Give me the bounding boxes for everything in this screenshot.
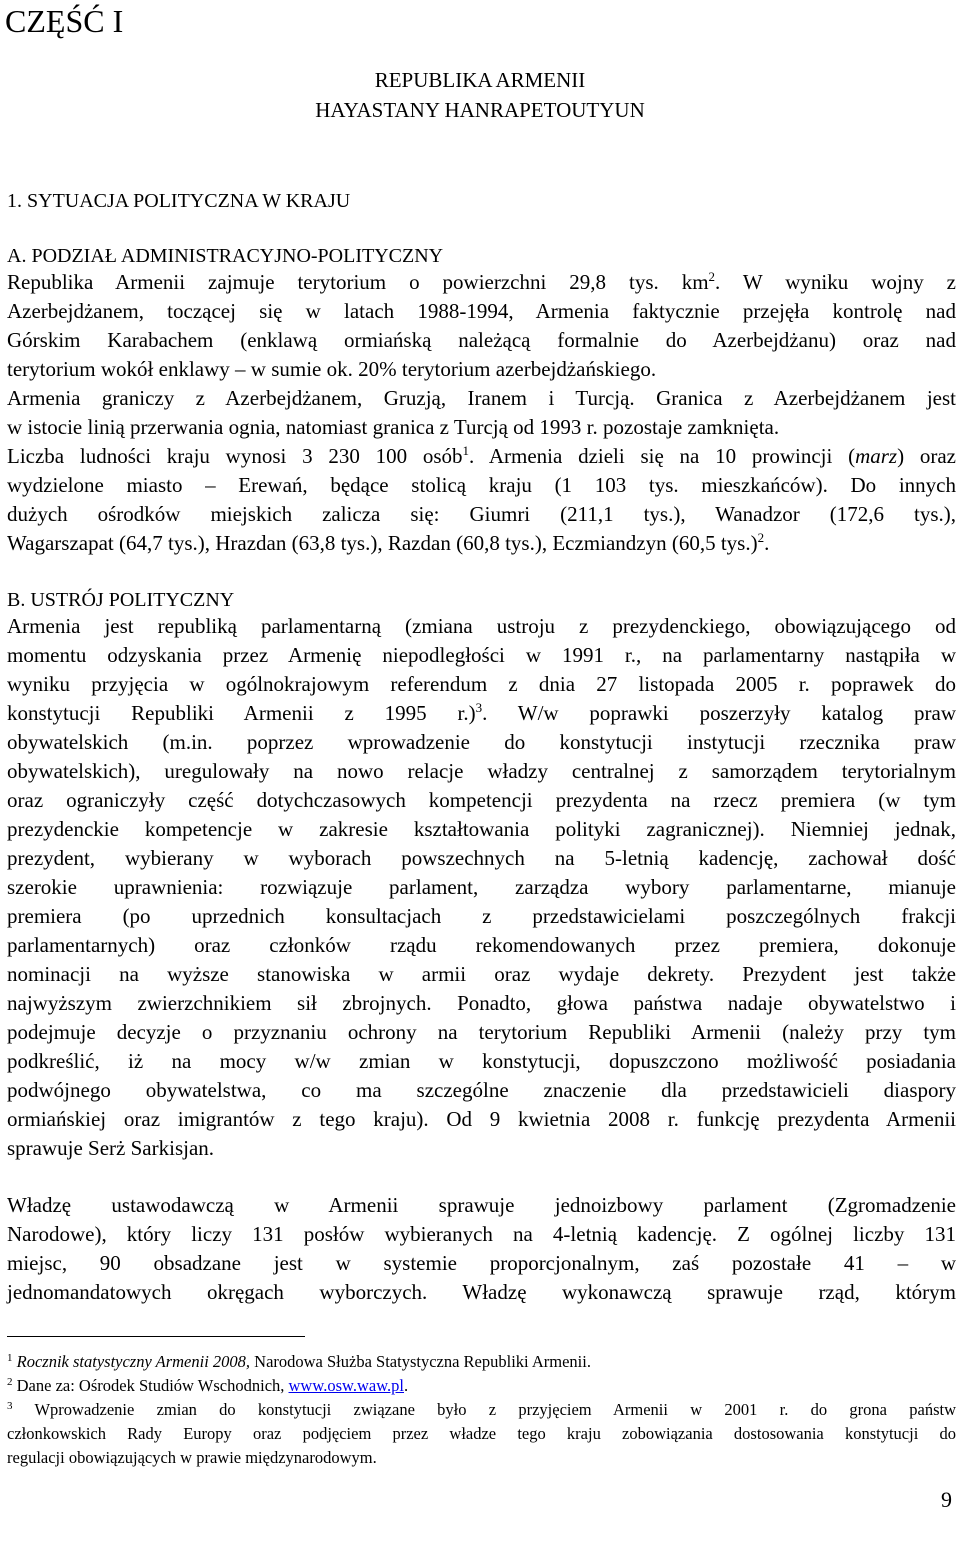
text-line: nominacji na wyższe stanowiska w armii oraz wydaje dekrety. Prezydent jest także [7, 962, 956, 986]
text-line: oraz ograniczyły część dotychczasowych kompetencji prezydenta na rzecz premiera (w tym [7, 788, 956, 812]
text-line: Górskim Karabachem (enklawą ormiańską należącą formalnie do Azerbejdżanu) oraz nad [7, 328, 956, 352]
text-line: obywatelskich), uregulowały na nowo relacje władzy centralnej z samorządem terytorialnym [7, 759, 956, 783]
text-line: najwyższym zwierzchnikiem sił zbrojnych. Ponadto, głowa państwa nadaje obywatelstwo i [7, 991, 956, 1015]
footnote-ref-2[interactable]: 2 [757, 530, 765, 545]
text-line: Armenia graniczy z Azerbejdżanem, Gruzją, Iranem i Turcją. Granica z Azerbejdżanem jest [7, 386, 956, 410]
text-line: Narodowe), który liczy 131 posłów wybieranych na 4-letnią kadencję. Z ogólnej liczby 131 [7, 1222, 956, 1246]
text-line: w istocie linią przerwania ognia, natomiast granica z Turcją od 1993 r. pozostaje zamknięta. [7, 415, 780, 439]
footnote-3-line: członkowskich Rady Europy oraz podjęciem przez władze tego kraju zobowiązania dostosowania konstytucji do [7, 1424, 956, 1443]
section-a-heading: A. PODZIAŁ ADMINISTRACYJNO-POLITYCZNY [7, 245, 444, 267]
section-b-paragraph [7, 612, 956, 1163]
footnote-2: $^2$ Dane za: Ośrodek Studiów Wschodnich, www.osw.waw.pl. [7, 1376, 409, 1395]
osw-link[interactable]: www.osw.waw.pl [288, 1376, 404, 1395]
text-line: obywatelskich (m.in. poprzez wprowadzenie do konstytucji instytucji rzecznika praw [7, 730, 956, 754]
footnote-3: $^3$ Wprowadzenie zmian do konstytucji związane było z przyjęciem Armenii w 2001 r. do grona państw [7, 1400, 956, 1419]
text-line: momentu odzyskania przez Armenię niepodległości w 1991 r., na parlamentarny nastąpiła w [7, 643, 956, 667]
page-number: 9 [941, 1487, 952, 1512]
text-line: Republika Armenii zajmuje terytorium o powierzchni 29,8 tys. $km^2$. W wyniku wojny z [7, 269, 956, 294]
part-title: CZĘŚĆ I [5, 3, 124, 39]
footnote-3-line: regulacji obowiązujących w prawie międzynarodowym. [7, 1448, 377, 1467]
text-line: konstytucji Republiki Armenii z 1995 r.)$^3$. W/w poprawki poszerzyły katalog praw [7, 700, 956, 725]
footnote-separator [7, 1336, 305, 1337]
superscript: 2 [708, 269, 716, 284]
section-1-heading: 1. SYTUACJA POLITYCZNA W KRAJU [7, 190, 351, 212]
text-line: wyniku przyjęcia w ogólnokrajowym referendum z dnia 27 listopada 2005 r. poprawek do [7, 672, 956, 696]
text-line: premiera (po uprzednich konsultacjach z przedstawicielami poszczególnych frakcji [7, 904, 956, 928]
text-line: miejsc, 90 obsadzane jest w systemie proporcjonalnym, zaś pozostałe 41 – w [7, 1251, 956, 1275]
text-line: podejmuje decyzje o przyznaniu ochrony na terytorium Republiki Armenii (należy przy tym [7, 1020, 956, 1044]
text-line: Władzę ustawodawczą w Armenii sprawuje jednoizbowy parlament (Zgromadzenie [7, 1193, 956, 1217]
text-line: terytorium wokół enklawy – w sumie ok. 20% terytorium azerbejdżańskiego. [7, 357, 657, 381]
section-a-paragraph [7, 268, 956, 558]
text-line: prezydent, wybierany w wyborach powszechnych na 5-letnią kadencję, zachował dość [7, 846, 956, 870]
text-line: sprawuje Serż Sarkisjan. [7, 1136, 215, 1160]
text-line: Armenia jest republiką parlamentarną (zmiana ustroju z prezydenckiego, obowiązującego od [7, 614, 956, 638]
text-line: Liczba ludności kraju wynosi 3 230 100 osób$^1$. Armenia dzieli się na 10 prowincji (marz) oraz [7, 443, 956, 468]
footnote-ref-3[interactable]: 3 [475, 700, 483, 715]
text-line: parlamentarnych) oraz członków rządu rekomendowanych przez premiera, dokonuje [7, 933, 956, 957]
text-line: prezydenckie kompetencje w zakresie kształtowania polityki zagranicznej). Niemniej jednak, [7, 817, 956, 841]
footnote-ref-1[interactable]: 1 [462, 443, 470, 458]
legislative-paragraph [7, 1191, 956, 1307]
section-b-heading: B. USTRÓJ POLITYCZNY [7, 589, 235, 611]
text-line: jednomandatowych okręgach wyborczych. Władzę wykonawczą sprawuje rząd, którym [7, 1280, 956, 1304]
text-line: podkreślić, iż na mocy w/w zmian w konstytucji, dopuszczono możliwość posiadania [7, 1049, 956, 1073]
text-line: wydzielone miasto – Erewań, będące stolicą kraju (1 103 tys. mieszkańców). Do innych [7, 473, 956, 497]
text-line: podwójnego obywatelstwa, co ma szczególne znaczenie dla przedstawicieli diaspory [7, 1078, 956, 1102]
text-line: dużych ośrodków miejskich zalicza się: Giumri (211,1 tys.), Wanadzor (172,6 tys.), [7, 502, 956, 526]
country-name-polish: REPUBLIKA ARMENII [374, 68, 586, 92]
country-name-native: HAYASTANY HANRAPETOUTYUN [315, 98, 645, 122]
text-line: szerokie uprawnienia: rozwiązuje parlament, zarządza wybory parlamentarne, mianuje [7, 875, 956, 899]
text-line: Wagarszapat (64,7 tys.), Hrazdan (63,8 tys.), Razdan (60,8 tys.), Eczmiandzyn (60,5 tys.)$^2$. [7, 530, 770, 555]
footnote-1: $^1$ Rocznik statystyczny Armenii 2008, Narodowa Służba Statystyczna Republiki Armenii. [7, 1352, 591, 1371]
text-line: Azerbejdżanem, toczącej się w latach 1988-1994, Armenia faktycznie przejęła kontrolę nad [7, 299, 956, 323]
text-line: ormiańskiej oraz imigrantów z tego kraju). Od 9 kwietnia 2008 r. funkcję prezydenta Armenii [7, 1107, 956, 1131]
footnotes [7, 1350, 956, 1470]
